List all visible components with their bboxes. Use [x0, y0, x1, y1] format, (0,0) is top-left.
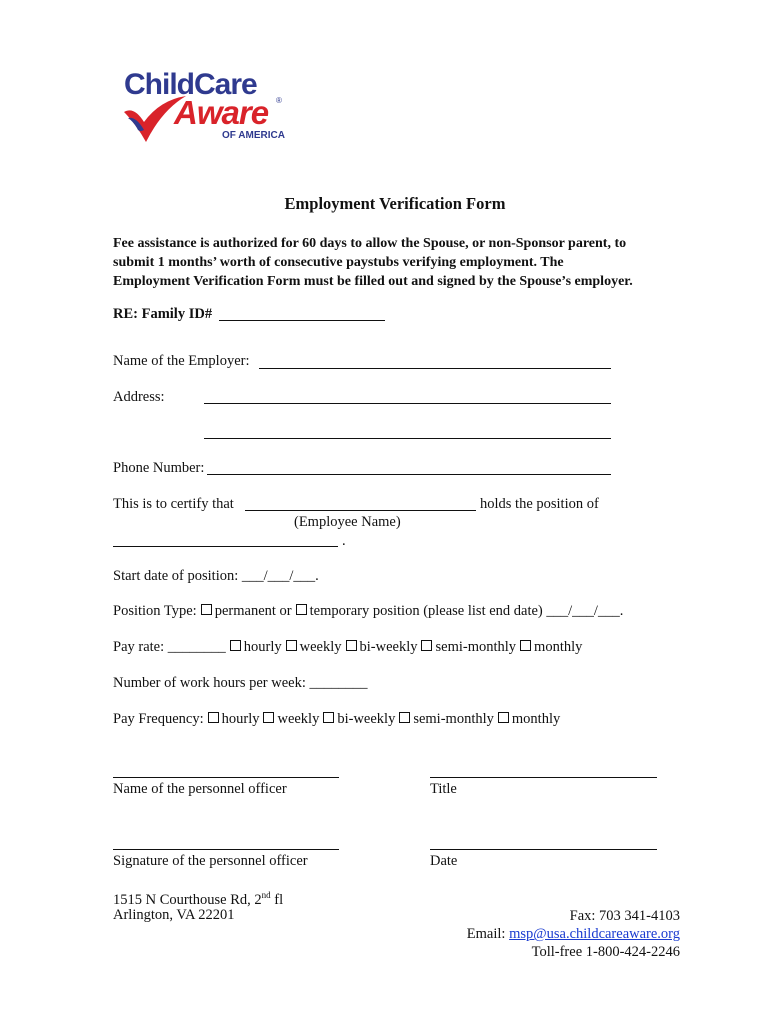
pay-frequency-monthly-label: monthly: [511, 711, 561, 727]
pay-rate-weekly-label: weekly: [299, 639, 342, 655]
employer-field[interactable]: [259, 368, 611, 369]
pay-frequency-label: Pay Frequency:: [113, 711, 204, 727]
pay-rate-hourly-label: hourly: [243, 639, 282, 655]
pay-rate-monthly-checkbox[interactable]: [520, 640, 531, 651]
certify-period: .: [342, 533, 346, 549]
intro-paragraph: [113, 234, 633, 291]
family-id-label: RE: Family ID#: [113, 306, 213, 322]
footer-email-row: [467, 925, 680, 943]
date-label: Date: [430, 853, 458, 869]
temporary-checkbox[interactable]: [296, 604, 307, 615]
pay-frequency-biweekly-checkbox[interactable]: [323, 712, 334, 723]
footer-address-sup: nd: [261, 890, 271, 900]
pay-rate-semimonthly-label: semi-monthly: [435, 639, 517, 655]
pay-frequency-weekly-checkbox[interactable]: [263, 712, 274, 723]
footer-email-link[interactable]: msp@usa.childcareaware.org: [509, 926, 680, 942]
certify-suffix: holds the position of: [480, 496, 599, 512]
pay-rate-label: Pay rate: ________: [113, 639, 226, 655]
registered-mark: ®: [276, 96, 282, 105]
title-field[interactable]: [430, 777, 657, 778]
pay-frequency-hourly-label: hourly: [221, 711, 260, 727]
footer-tollfree: Toll-free 1-800-424-2246: [531, 944, 680, 960]
position-type-label: Position Type:: [113, 603, 197, 619]
footer-address-post: fl: [270, 891, 284, 908]
date-field[interactable]: [430, 849, 657, 850]
personnel-name-label: Name of the personnel officer: [113, 781, 287, 797]
footer-fax: Fax: 703 341-4103: [569, 908, 680, 924]
position-type-row: [113, 603, 623, 620]
pay-rate-biweekly-checkbox[interactable]: [346, 640, 357, 651]
logo-line1: ChildCare: [124, 68, 257, 101]
address-label: Address:: [113, 389, 165, 405]
logo-line2: Aware: [174, 94, 269, 131]
footer-address-pre: 1515 N Courthouse Rd, 2: [113, 891, 262, 908]
pay-rate-semimonthly-checkbox[interactable]: [421, 640, 432, 651]
temporary-label: temporary position (please list end date) ___/___/___.: [309, 603, 624, 619]
intro-line-2: submit 1 months’ worth of consecutive paystubs verifying employment. The: [113, 255, 564, 270]
phone-field[interactable]: [207, 474, 611, 475]
personnel-name-field[interactable]: [113, 777, 339, 778]
address-field-line2[interactable]: [204, 438, 611, 439]
employee-name-field[interactable]: [245, 510, 476, 511]
footer-contact: [467, 907, 680, 961]
intro-line-1: Fee assistance is authorized for 60 days to allow the Spouse, or non-Sponsor parent, to: [113, 236, 627, 251]
pay-frequency-semimonthly-checkbox[interactable]: [399, 712, 410, 723]
intro-line-3: Employment Verification Form must be filled out and signed by the Spouse’s employer.: [113, 274, 633, 289]
pay-frequency-row: [113, 711, 560, 728]
pay-frequency-hourly-checkbox[interactable]: [208, 712, 219, 723]
employee-name-caption: (Employee Name): [294, 514, 401, 530]
title-label: Title: [430, 781, 457, 797]
address-field-line1[interactable]: [204, 403, 611, 404]
footer-address-line1: [113, 890, 283, 909]
pay-rate-hourly-checkbox[interactable]: [230, 640, 241, 651]
pay-rate-monthly-label: monthly: [534, 639, 583, 655]
pay-frequency-monthly-checkbox[interactable]: [498, 712, 509, 723]
pay-rate-row: [113, 639, 582, 656]
start-date-field[interactable]: ___/___/___.: [241, 568, 319, 584]
start-date-label: Start date of position:: [113, 568, 239, 584]
logo: [118, 58, 288, 150]
pay-frequency-biweekly-label: bi-weekly: [337, 711, 396, 727]
pay-frequency-semimonthly-label: semi-monthly: [413, 711, 494, 727]
family-id-field[interactable]: [219, 320, 385, 321]
pay-rate-biweekly-label: bi-weekly: [359, 639, 418, 655]
footer-address-line2: Arlington, VA 22201: [113, 907, 235, 923]
start-date-row: [113, 568, 319, 585]
signature-field[interactable]: [113, 849, 339, 850]
work-hours: Number of work hours per week: ________: [113, 675, 368, 691]
page-title: Employment Verification Form: [284, 194, 506, 213]
footer-email-label: Email:: [466, 926, 506, 942]
logo-line3: OF AMERICA: [222, 130, 285, 141]
position-field[interactable]: [113, 546, 338, 547]
phone-label: Phone Number:: [113, 460, 205, 476]
pay-rate-weekly-checkbox[interactable]: [286, 640, 297, 651]
permanent-checkbox[interactable]: [201, 604, 212, 615]
employer-label: Name of the Employer:: [113, 353, 250, 369]
certify-prefix: This is to certify that: [113, 496, 234, 512]
pay-frequency-weekly-label: weekly: [277, 711, 320, 727]
signature-label: Signature of the personnel officer: [113, 853, 308, 869]
permanent-label: permanent or: [214, 603, 292, 619]
